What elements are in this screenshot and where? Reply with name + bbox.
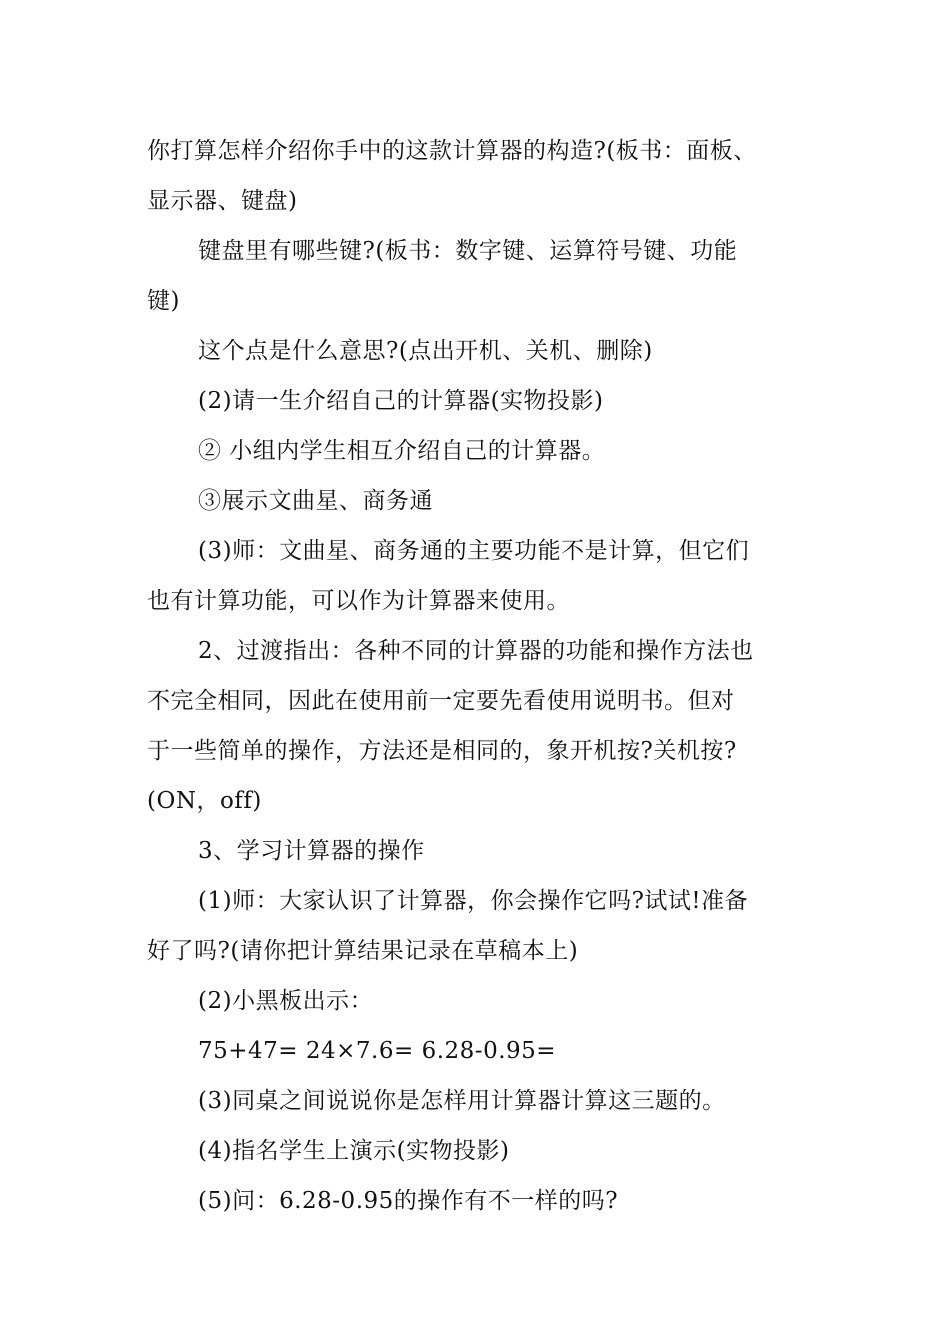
text-line: (2)小黑板出示：: [198, 988, 374, 1014]
text-line: 好了吗?(请你把计算结果记录在草稿本上): [147, 938, 579, 964]
text-line: 显示器、键盘): [147, 188, 298, 214]
text-line: ③展示文曲星、商务通: [198, 488, 433, 514]
text-line: 不完全相同，因此在使用前一定要先看使用说明书。但对: [147, 688, 735, 714]
text-line: ② 小组内学生相互介绍自己的计算器。: [198, 438, 606, 464]
text-line: (4)指名学生上演示(实物投影): [198, 1138, 510, 1164]
text-line: (ON，off): [147, 788, 262, 814]
text-line: 2、过渡指出：各种不同的计算器的功能和操作方法也: [198, 638, 754, 664]
text-line: (2)请一生介绍自己的计算器(实物投影): [198, 388, 604, 414]
text-line: 键): [147, 288, 180, 314]
text-line: (1)师：大家认识了计算器，你会操作它吗?试试!准备: [198, 888, 749, 914]
text-line: (5)问：6.28-0.95的操作有不一样的吗?: [198, 1188, 619, 1214]
text-line: 于一些简单的操作，方法还是相同的，象开机按?关机按?: [147, 738, 737, 764]
text-line: 75+47= 24×7.6= 6.28-0.95=: [198, 1038, 557, 1064]
text-line: 你打算怎样介绍你手中的这款计算器的构造?(板书：面板、: [147, 138, 757, 164]
text-line: 这个点是什么意思?(点出开机、关机、删除): [198, 338, 653, 364]
text-line: 也有计算功能，可以作为计算器来使用。: [147, 588, 570, 614]
text-line: 键盘里有哪些键?(板书：数字键、运算符号键、功能: [198, 238, 738, 264]
text-line: (3)同桌之间说说你是怎样用计算器计算这三题的。: [198, 1088, 726, 1114]
text-line: (3)师：文曲星、商务通的主要功能不是计算，但它们: [198, 538, 750, 564]
text-line: 3、学习计算器的操作: [198, 838, 425, 864]
